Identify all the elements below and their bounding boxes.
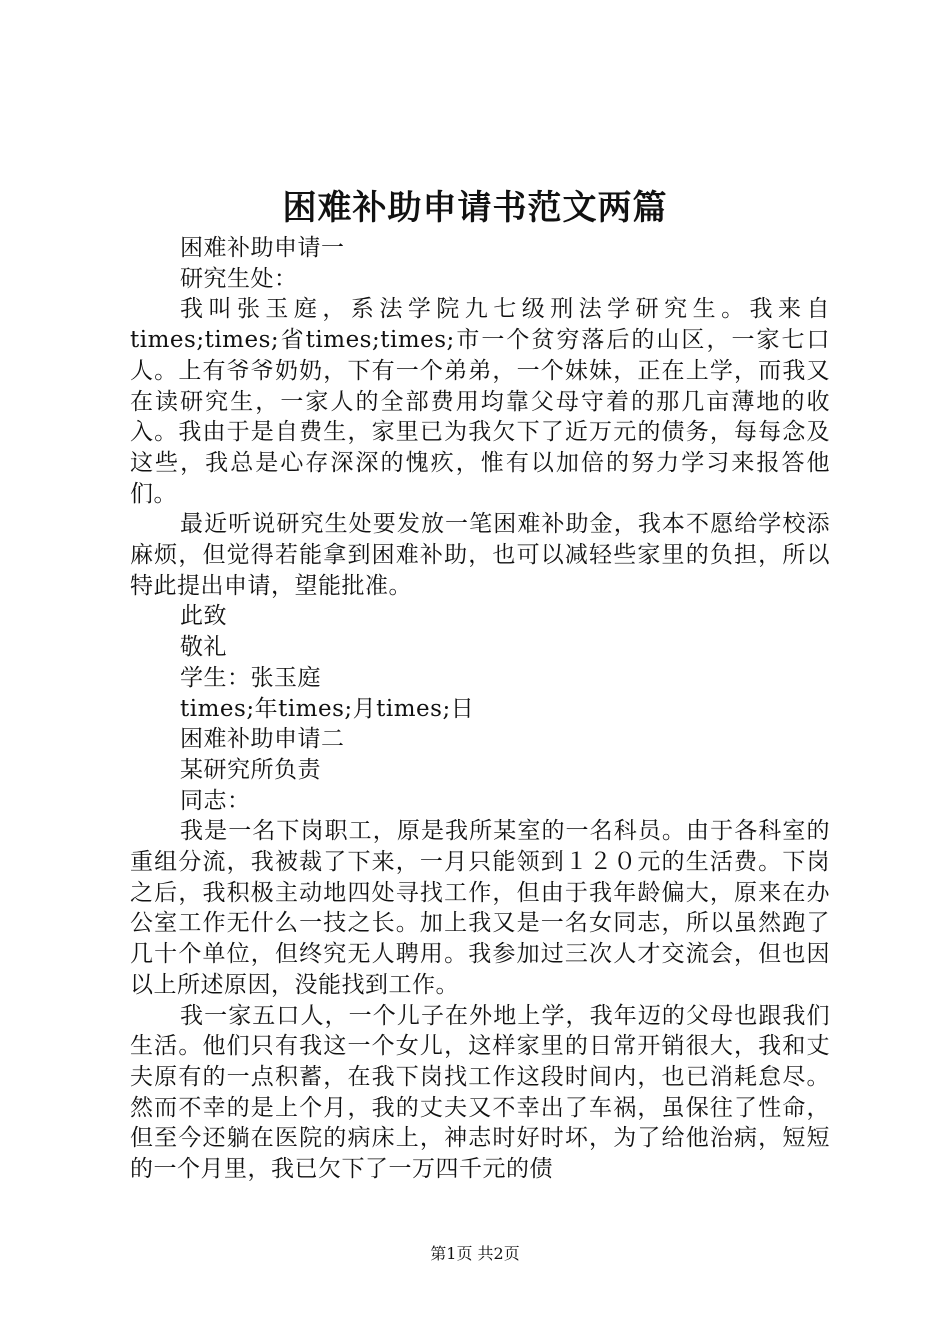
paragraph: 最近听说研究生处要发放一笔困难补助金，我本不愿给学校添麻烦，但觉得若能拿到困难补助，也可以减轻些家里的负担，所以特此提出申请，望能批准。 [130, 511, 830, 599]
salutation-2: 某研究所负责 [180, 756, 321, 783]
document-title: 困难补助申请书范文两篇 [282, 188, 668, 228]
closing-line: 敬礼 [180, 634, 227, 661]
section-heading-1: 困难补助申请一 [180, 235, 345, 261]
date-line: times;年times;月times;日 [180, 695, 475, 722]
signature-line: 学生：张玉庭 [180, 664, 321, 691]
salutation-2: 同志： [180, 787, 251, 814]
closing-line: 此致 [180, 603, 227, 630]
document-body [130, 233, 830, 1185]
paragraph: 我是一名下岗职工，原是我所某室的一名科员。由于各科室的重组分流，我被裁了下来，一月只能领到１２０元的生活费。下岗之后，我积极主动地四处寻找工作，但由于我年龄偏大，原来在办公室工作无什么一技之长。加上我又是一名女同志，所以虽然跑了几十个单位，但终究无人聘用。我参加过三次人才交流会，但也因以上所述原因，没能找到工作。 [130, 818, 830, 998]
section-heading-2: 困难补助申请二 [180, 726, 345, 753]
page-footer: 第1页 共2页 [430, 1244, 520, 1263]
paragraph: 我叫张玉庭，系法学院九七级刑法学研究生。我来自times;times;省times;times;市一个贫穷落后的山区，一家七口人。上有爷爷奶奶，下有一个弟弟，一个妹妹，正在上学，而我又在读研究生，一家人的全部费用均靠父母守着的那几亩薄地的收入。我由于是自费生，家里已为我欠下了近万元的债务，每每念及这些，我总是心存深深的愧疚，惟有以加倍的努力学习来报答他们。 [130, 296, 830, 507]
salutation-1: 研究生处： [180, 265, 298, 292]
paragraph: 我一家五口人，一个儿子在外地上学，我年迈的父母也跟我们生活。他们只有我这一个女儿，这样家里的日常开销很大，我和丈夫原有的一点积蓄，在我下岗找工作这段时间内，也已消耗怠尽。然而不幸的是上个月，我的丈夫又不幸出了车祸，虽保往了性命，但至今还躺在医院的病床上，神志时好时坏，为了给他治病，短短的一个月里，我已欠下了一万四千元的债 [130, 1002, 830, 1183]
